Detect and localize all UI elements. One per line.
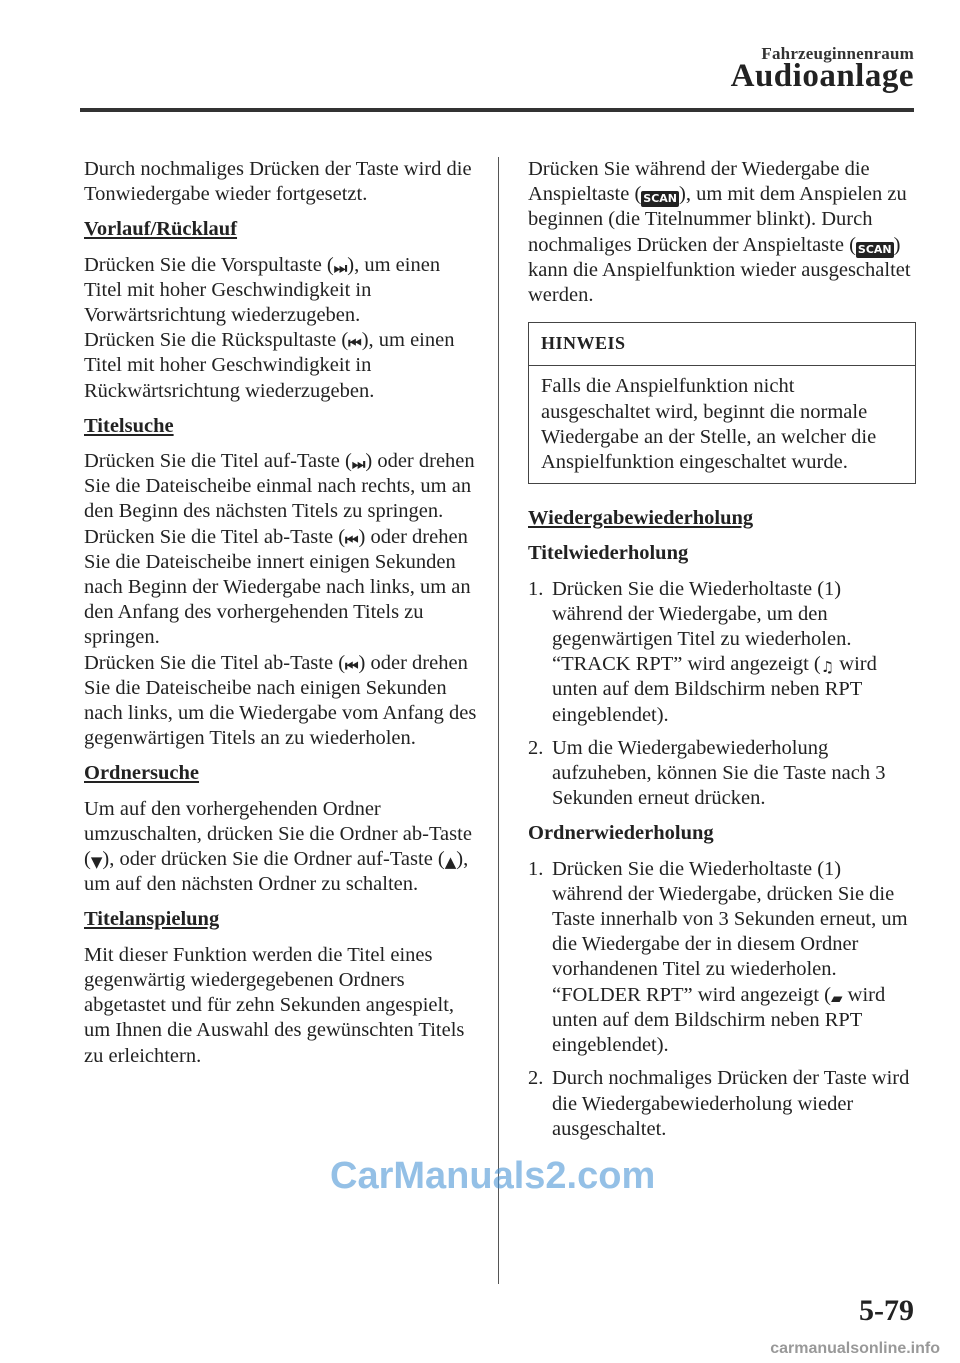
paragraph-scan: Drücken Sie während der Wiedergabe die Anspieltaste ( SCAN), um mit dem Anspielen zu beginnen (die Titelnummer blinkt). Durch nochmaliges Drücken der Anspieltaste ( SCAN) kann die Anspielfunktion wieder ausgeschaltet werden. bbox=[528, 158, 911, 307]
section-label: Fahrzeuginnenraum bbox=[761, 44, 914, 63]
column-divider bbox=[498, 157, 499, 1284]
note-box bbox=[528, 322, 916, 484]
heading-ordnersuche: Ordnersuche bbox=[84, 762, 200, 785]
heading-ordnerwiederholung: Ordnerwiederholung bbox=[528, 822, 714, 845]
paragraph-resume: Durch nochmaliges Drücken der Taste wird die Tonwiedergabe wieder fortgesetzt. bbox=[84, 158, 472, 206]
page-title: Audioanlage bbox=[730, 58, 914, 94]
rewind-icon: ⏮ bbox=[348, 334, 362, 353]
fast-forward-icon: ⏭ bbox=[333, 258, 348, 277]
folder-icon: ▰ bbox=[830, 988, 843, 1007]
heading-titelanspielung: Titelanspielung bbox=[84, 908, 220, 931]
track-down-icon: ⏮ bbox=[345, 530, 359, 549]
header-rule bbox=[80, 108, 914, 112]
footer-url: carmanualsonline.info bbox=[770, 1340, 940, 1357]
heading-wiederholung: Wiedergabewiederholung bbox=[528, 507, 754, 530]
track-up-icon: ⏭ bbox=[351, 455, 366, 474]
folder-down-icon: ▼ bbox=[90, 853, 103, 872]
note-text: Falls die Anspielfunktion nicht ausgeschaltet wird, beginnt die normale Wiedergabe an der Stelle, an welcher die Anspielfunktion eingeschaltet wurde. bbox=[541, 375, 877, 474]
list-item: 2. Um die Wiedergabewiederholung aufzuheben, können Sie die Taste nach 3 Sekunden erneut drücken. bbox=[528, 736, 886, 810]
heading-vorlauf: Vorlauf/Rücklauf bbox=[84, 218, 238, 241]
heading-titelwiederholung: Titelwiederholung bbox=[528, 542, 689, 565]
paragraph-titelsuche: Drücken Sie die Titel auf-Taste (⏭) oder drehen Sie die Dateischeibe einmal nach rechts, um an den Beginn des nächsten Titels zu springen. Drücken Sie die Titel ab-Taste (⏮) oder drehen Sie die Dateischeibe innert einigen Sekunden nach Beginn der Wiedergabe nach links, um an den Anfang des vorhergehenden Titels zu springen. Drücken Sie die Titel ab-Taste (⏮) oder drehen Sie die Dateischeibe nach einigen Sekunden nach links, um die Wiedergabe vom Anfang des gegenwärtigen Titels an zu wiederholen. bbox=[84, 450, 477, 750]
paragraph-ordnersuche: Um auf den vorhergehenden Ordner umzuschalten, drücken Sie die Ordner ab-Taste (▼), oder drücken Sie die Ordner auf-Taste (▲), um auf den nächsten Ordner zu schalten. bbox=[84, 797, 472, 896]
list-titelwiederholung bbox=[528, 577, 916, 812]
music-note-icon: ♫ bbox=[820, 658, 835, 677]
folder-up-icon: ▲ bbox=[444, 853, 457, 872]
list-ordnerwiederholung bbox=[528, 857, 916, 1142]
page-number: 5-79 bbox=[859, 1294, 914, 1327]
list-item: 1. Drücken Sie die Wiederholtaste (1) während der Wiedergabe, um den gegenwärtigen Titel zu wiederholen. “TRACK RPT” wird angezeigt (♫ wird unten auf dem Bildschirm neben RPT eingeblendet). bbox=[528, 577, 877, 726]
heading-titelsuche: Titelsuche bbox=[84, 414, 174, 437]
left-column bbox=[84, 157, 478, 1079]
watermark-logo: CarManuals2.com bbox=[330, 1155, 656, 1197]
paragraph-titelanspielung: Mit dieser Funktion werden die Titel eines gegenwärtig wiedergegebenen Ordners abgetastet und für zehn Sekunden angespielt, um Ihnen die Auswahl des gewünschten Titels zu erleichtern. bbox=[84, 943, 465, 1067]
scan-icon: SCAN bbox=[857, 242, 892, 256]
paragraph-vorlauf: Drücken Sie die Vorspultaste (⏭), um einen Titel mit hoher Geschwindigkeit in Vorwärtsrichtung wiederzugeben. Drücken Sie die Rückspultaste (⏮), um einen Titel mit hoher Geschwindigkeit in Rückwärtsrichtung wiederzugeben. bbox=[84, 253, 455, 402]
list-item: 2. Durch nochmaliges Drücken der Taste wird die Wiedergabewiederholung wieder ausgeschaltet. bbox=[528, 1067, 910, 1140]
track-down-icon: ⏮ bbox=[345, 656, 359, 675]
scan-icon: SCAN bbox=[643, 192, 678, 206]
list-item: 1. Drücken Sie die Wiederholtaste (1) während der Wiedergabe, drücken Sie die Taste innerhalb von 3 Sekunden erneut, um die Wiedergabe der in diesem Ordner vorhandenen Titel zu wiederholen. “FOLDER RPT” wird angezeigt (▰ wird unten auf dem Bildschirm neben RPT eingeblendet). bbox=[528, 857, 908, 1057]
right-column bbox=[528, 157, 916, 1152]
note-title: HINWEIS bbox=[529, 323, 915, 366]
